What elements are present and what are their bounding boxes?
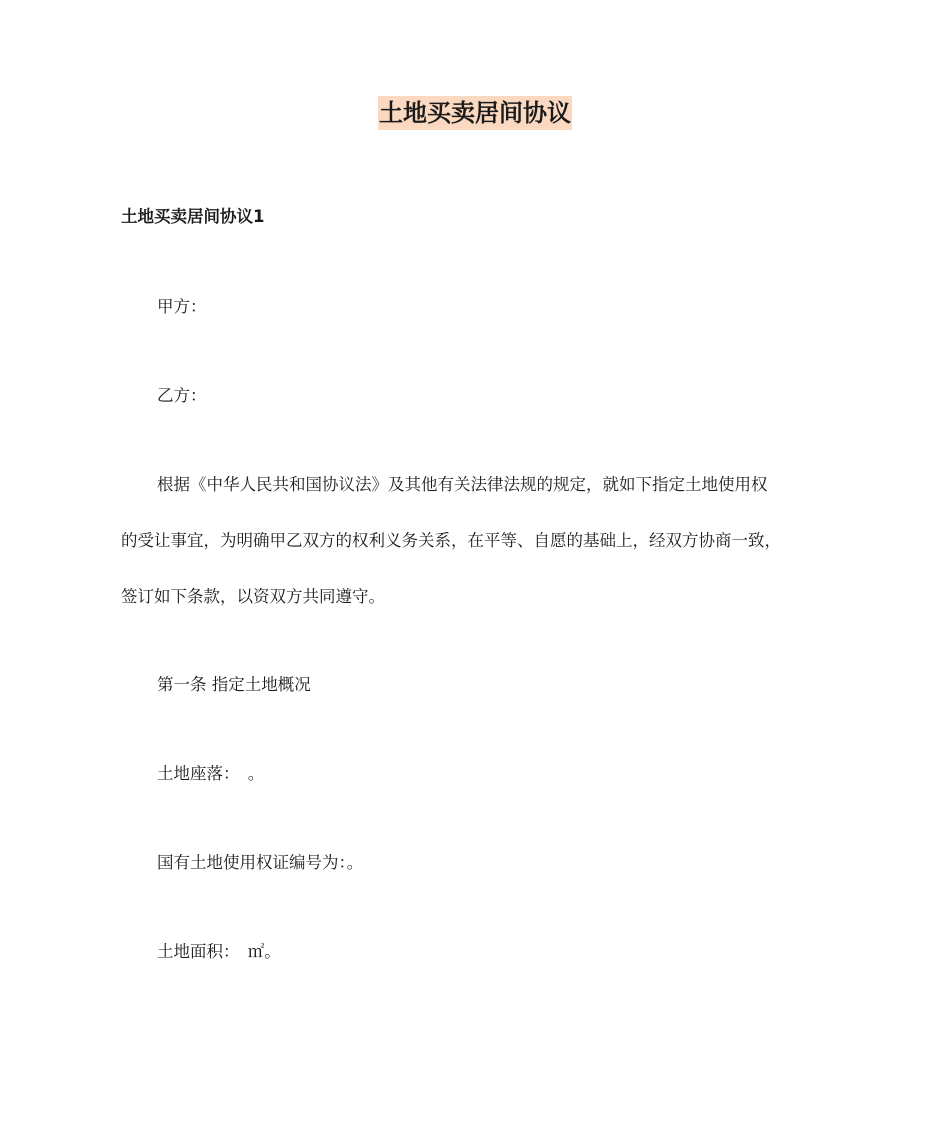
party-a-line: 甲方： — [157, 297, 207, 316]
intro-paragraph-line-2: 的受让事宜，为明确甲乙双方的权利义务关系，在平等、自愿的基础上，经双方协商一致， — [121, 531, 781, 550]
land-area-line: 土地面积： ㎡。 — [157, 942, 281, 961]
document-title — [0, 96, 950, 130]
document-title-text: 土地买卖居间协议 — [378, 96, 572, 130]
land-certificate-number-line: 国有土地使用权证编号为：。 — [157, 853, 364, 872]
intro-paragraph-line-3: 签订如下条款，以资双方共同遵守。 — [121, 587, 385, 606]
article-1-heading: 第一条 指定土地概况 — [157, 675, 311, 694]
intro-paragraph-line-1: 根据《中华人民共和国协议法》及其他有关法律法规的规定，就如下指定土地使用权 — [157, 475, 768, 494]
party-b-line: 乙方： — [157, 386, 207, 405]
section-heading: 土地买卖居间协议1 — [121, 207, 265, 226]
land-location-line: 土地座落： 。 — [157, 764, 265, 783]
